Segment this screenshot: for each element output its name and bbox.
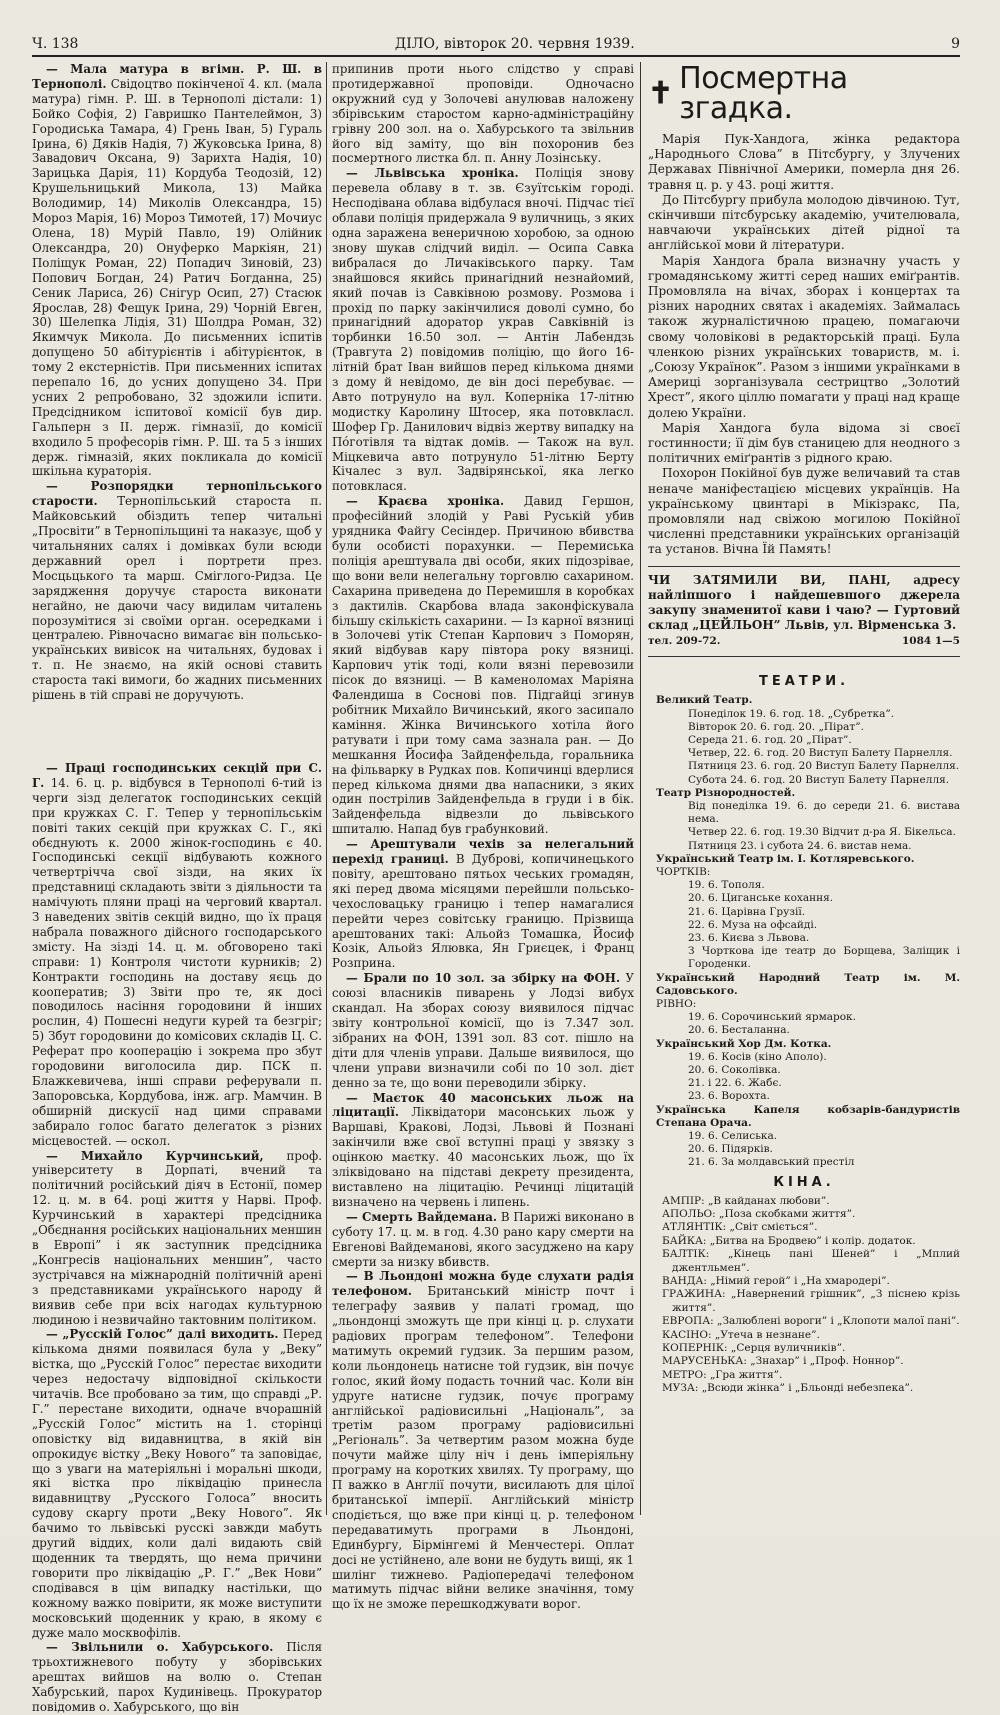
theater-venue: Українська Капеля кобзарів-бандуристів Степана Орача. — [656, 1103, 960, 1129]
article — [32, 479, 322, 703]
cinemas-title: КІНА. — [773, 1174, 835, 1190]
theater-schedule-row: 21. 6. Царівна Грузії. — [688, 905, 806, 918]
obituary-paragraph: Марія Хандога була відома зі своєї гостинности; її дім був станицею для неодного з політичних еміґрантів з рідного краю. — [648, 420, 960, 466]
column-divider — [326, 62, 327, 1515]
theater-schedule-row: Пятниця 23. і субота 24. 6. вистав нема. — [688, 839, 912, 852]
article-headline: — Арештували чехів за нелегальний перехід границі. — [332, 837, 634, 867]
article-continuation — [332, 62, 634, 166]
theaters-title: ТЕАТРИ. — [758, 674, 850, 690]
article — [32, 62, 322, 479]
theater-schedule-row: 19. 6. Селиська. — [688, 1130, 778, 1143]
theater-city: ЧОРТКІВ: — [656, 865, 711, 878]
theater-schedule-row: 20. 6. Підярків. — [688, 1143, 773, 1156]
article-body: В Дуброві, копичинецького повіту, арештовано пятьох чеських громадян, які перед двома місяцями перейшли польсько-чехословацьку границю і тепер намагалися перейти через совітську границю. Прізвища арештованих такі: Альойз Томашка, Йосиф Козік, Альойз Ялювка, Ян Гриєцек, і Франц Розприна. — [332, 852, 634, 971]
theater-venue: Український Театр ім. І. Котляревського. — [656, 852, 915, 865]
obituary-paragraph: До Пітсбургу прибула молодою дівчиною. Тут, скінчивши пітсбурську академію, учителювала, навчаючи українських дітей рідної та англійської мови й літератури. — [648, 192, 960, 253]
column-3 — [648, 62, 960, 1515]
article — [332, 494, 634, 837]
article — [332, 1210, 634, 1270]
cinema-row: КОПЕРНІК: „Серця вуличників”. — [662, 1342, 846, 1354]
theater-schedule-row: 20. 6. Циганське кохання. — [688, 892, 834, 905]
article — [332, 971, 634, 1090]
advertisement-footer — [648, 634, 960, 649]
column-divider — [640, 62, 641, 1515]
cinema-row: БАЙКА: „Битва на Бродвею” і колір. додаток. — [662, 1234, 916, 1247]
theater-schedule-row: Вівторок 20. 6. год. 20. „Пірат”. — [688, 720, 864, 733]
theater-schedule-row: 22. 6. Муза на офсайді. — [688, 918, 818, 931]
obituary-title: Посмертна згадка. — [679, 61, 848, 126]
article — [332, 1269, 634, 1612]
cinema-row: АМПІР: „В кайданах любови”. — [662, 1194, 830, 1207]
article-body: припинив проти нього слідство у справі протидержавної проповіди. Одночасно окружний суд у Золочеві анулював наложену збірівським старостом карно-адміністраційну грівну 200 зол. на о. Хабурського та звільнив його від заміту, що він похоронив без посмертного листка бл. п. Анну Лозінську. — [332, 62, 634, 166]
article-body: У союзі власників пиварень у Лодзі вибух скандал. На зборах союзу виявилося підчас звіту контрольної комісії, що із 7.347 зол. зібраних на ФОН, 1391 зол. 83 сот. пішло на діти для членів управи. Дальше виявилося, що члени управи визначили собі по 10 зол. дієт денно за те, що вони переводили збірку. — [332, 971, 634, 1090]
cinema-row: БАЛТІК: „Кінець пані Шеней” і „Мплий джентльмен”. — [662, 1248, 960, 1274]
cinema-listing — [648, 1195, 960, 1396]
cinema-row: АПОЛЬО: „Поза скобками життя”. — [662, 1207, 856, 1220]
theater-schedule-row: Четвер 22. 6. год. 19.30 Відчит д-ра Я. Бікельса. — [688, 826, 956, 839]
theater-schedule-row: 19. 6. Сорочинський ярмарок. — [688, 1011, 856, 1024]
theater-schedule-row: 20. 6. Бесталанна. — [688, 1024, 790, 1037]
masthead-date: ДІЛО, вівторок 20. червня 1939. — [394, 36, 635, 52]
article-headline: — Брали по 10 зол. за збірку на ФОН. — [346, 971, 621, 986]
article-headline: — В Льондоні можна буде слухати радія телефоном. — [332, 1269, 634, 1299]
obituary-header — [648, 61, 960, 126]
column-1 — [32, 62, 323, 1715]
article — [32, 1640, 322, 1715]
cinema-row: ВАНДА: „Німий герой” і „На хмародері”. — [662, 1274, 890, 1287]
article-headline: — „Русскій Голос” далі виходить. — [46, 1327, 279, 1342]
cinema-row: ЕВРОПА: „Залюблені вороги” і „Клопоти малої пані”. — [662, 1315, 960, 1328]
article-body: Давид Гершон, професійний злодій у Раві Руській убив урядника Файгу Сесіндер. Причиною вбивства були особисті порахунки. — Перемиська поліція арештувала дві особи, яких підозрівае, що вони вели нелегальну торговлю сахарином. Сахарина приведена до Перемишля в коробках з дактилів. Скарбова влада законфіскувала більшу скількість сахарини. — Із карної вязниці в Золочеві утік Степан Карпович з Поморян, який відбував кару півтора року вязниці. Карпович утік тоді, коли вязні перевозили пісок до вязниці. — В каменоломах Маріяна Фалендиша в Соснові пов. Підгайці згинув робітник Михайло Вичинський, якого засипало каміння. Жінка Вичинського хотіла його ратувати і при тому сама зазнала ран. — До мешкання Йосифа Зайденфельда, горальника на фільварку в Рудках пов. Копичинці вдерлися перед кількома днями два напасники, з яких один пострілив Зайденфельда в груди і в бік. Зайденфельда відвезли до львівського шпиталю. Напад був грабунковий. — [332, 494, 634, 837]
cinema-row: КАСІНО: „Утеча в незнане”. — [662, 1328, 820, 1341]
article-body: проф. університету в Дорпаті, вчений та політичний російський діяч в Естонії, помер 12. ц. м. в 64. році життя у Нарві. Проф. Курчинський в характері предсідника „Обєднання російських національних меншин в Европі” і як заступник предсідника „Конгресів національних меншин”, часто зустрічався на міжнародній політичній арені з представниками українського народу й виявив себе при всіх нагодах культурною людиною і незвичайно тактовним політиком. — [32, 1148, 322, 1327]
section-rule — [648, 566, 960, 567]
article-body: Тернопільський староста п. Майковський обіздить тепер читальні „Просвіти” в Тернопільщині та наказує, щоб у читальняних салях і домівках були всюди державний орел і портрети през. Мосцьцького та марш. Сміглого-Ридза. Це зарядження доручує староста виконати негайно, не даючи часу видилам читалень порозумітися зі своїми орган. осередками і централею. Рівночасно вимагає він польсько-українських вивісок на читальнях, будовах і т. п. Не знаємо, на якій основі ставить староста такі вимоги, бо жадних письменних рішень в тій справі не доручують. — [32, 494, 322, 703]
theater-venue: Український Хор Дм. Котка. — [656, 1037, 832, 1050]
theater-schedule-row: 21. 6. За молдавський престіл — [688, 1156, 855, 1169]
theater-venue: Великий Театр. — [656, 694, 753, 707]
theater-schedule-row: Від понеділка 19. 6. до середи 21. 6. вистава нема. — [688, 799, 960, 826]
issue-number: Ч. 138 — [32, 36, 79, 52]
obituary-paragraph: Марія Хандога брала визначну участь у громадянському житті серед наших еміґрантів. Промовляла на вічах, зборах і концертах та різних народних святах і академіях. Займалась також журналістичною працею, помагаючи свому чоловікові в редакторській праці. Була членкою різних українських товариств, м. і. „Союзу Українок”. Разом з іншими українками в Америці зорганізувала сестрицтво „Золотий Хрест”, якого ціллю помагати у праці над краще долею України. — [648, 253, 960, 420]
obituary-paragraph: Похорон Покійної був дуже величавий та став неначе маніфестацією місцевих українців. На українському цвинтарі в Мікізракс, Па, промовляли над свіжою могилою Покійної численні представники українських організацій та установ. Вічна Їй Память! — [648, 466, 960, 557]
theater-schedule-row: 23. 6. Ворохта. — [688, 1090, 770, 1103]
theater-schedule-row: 21. і 22. 6. Жабє. — [688, 1077, 782, 1090]
cinema-row: МЕТРО: „Гра життя”. — [662, 1368, 783, 1381]
article — [332, 837, 634, 971]
article-body: 14. 6. ц. р. відбувся в Тернополі 6-тий із черги зізд делегаток господинських секцій при кружках С. Г. Тепер у тернопільськім повіті таких секцій при кружках С. Г., які обєднують к. 2000 жінок-господинь є 40. Господинські секції відбувають кожного четвертрічча свої зізди, на яких їх представниці складають звіти з діяльности та намічують пляни праці на черговий квартал. З наведених звітів секцій видно, що їх праця набрала поважного дійсного господарського змісту. На зізді 14. ц. м. обговорено такі справи: 1) Контроля чистоти курників; 2) Контракти господинь на доставу яєць до кооператив; 3) Звіти про те, як досі поводилось насіння городовини й інших рослин, 4) Пошесні недуги курей та безгріг; 5) Збут городовини до комісових складів Ц. С. Реферат про кооперацію і зокрема про збут городовини виголосила дир. ПСК п. Блажкевичева, інші справи реферували п. Запоровська, Кордубова, інж. агр. Мамчин. В обширній дискусії над цими справами забирало голос багато делегаток з різних місцевостей. — оскол. — [32, 775, 322, 1148]
column-2 — [332, 62, 635, 1612]
theater-city: РІВНО: — [656, 997, 697, 1010]
article — [32, 1149, 322, 1328]
cinema-row: АТЛЯНТІК: „Світ сміється”. — [662, 1221, 818, 1234]
page-number: 9 — [951, 36, 960, 52]
theater-schedule-row: Середа 21. 6. год. 20 „Пірат”. — [688, 733, 852, 746]
article-headline: — Праці господинських секцій при С. Г. — [32, 760, 322, 790]
article-headline: — Розпорядки тернопільського старости. — [32, 479, 322, 509]
article-headline: — Звільнили о. Хабурського. — [46, 1640, 274, 1655]
theater-schedule-row: Субота 24. 6. год. 20 Виступ Балету Парнелля. — [688, 773, 950, 786]
article-body: Свідоцтво покінченої 4. кл. (мала матура) гімн. Р. Ш. в Тернополі дістали: 1) Бойко Софія, 2) Гавришко Пантелеймон, 3) Городиська Тамара, 4) Грень Іван, 5) Гураль Ірина, 6) Дяків Надія, 7) Жуковська Ірина, 8) Завадович Оксана, 9) Зарихта Надія, 10) Зарицька Дарія, 11) Кордуба Теодозій, 12) Крушельницький Микола, 13) Майка Володимир, 14) Миколів Олександра, 15) Мороз Марія, 16) Мороз Тимотей, 17) Мочиус Олена, 18) Мурій Павло, 19) Олійник Олександра, 20) Онуферко Маркіян, 21) Поліщук Роман, 22) Попадич Зиновій, 23) Попович Богдан, 24) Ратич Богданна, 25) Сеник Лариса, 26) Снігур Осип, 27) Стасюк Ярослав, 28) Фещук Ірина, 29) Чорній Евген, 30) Шелепка Лідія, 31) Шолдра Роман, 32) Якимчук Микола. До письменних іспитів допущено 50 абітурієнтів і абітурієнток, в тому 2 екстерністів. При письменних іспитах перепало 16, до усних допущено 34. При усних 2 репробовано, 32 здожили іспити. Предсідником іспитової комісії був дир. Гальперн з II. держ. гімназії, до комісії входило 5 професорів гімн. Р. Ш. та 5 з інших держ. гімназій, яких покликала до комісії шкільна кураторія. — [32, 76, 322, 479]
theater-schedule-row: Четвер, 22. 6. год. 20 Виступ Балету Парнелля. — [688, 747, 953, 760]
theater-listing — [648, 694, 960, 1169]
article-headline: — Львівська хроніка. — [346, 166, 519, 181]
article-headline: — Маєток 40 масонських льож на ліцитації. — [332, 1090, 634, 1120]
ad-code: 1084 1—5 — [902, 634, 960, 647]
article — [32, 1327, 322, 1640]
article — [32, 761, 322, 1149]
article-headline: — Мала матура в вгімн. Р. Ш. в Тернополі. — [32, 62, 322, 91]
obituary-paragraph: Марія Пук-Хандога, жінка редактора „Народнього Слова” в Пітсбургу, у Злучених Державах Північної Америки, померла дня 26. травня ц. р. у 43. році життя. — [648, 132, 960, 192]
article-headline: — Смерть Вайдемана. — [346, 1209, 497, 1224]
theater-schedule-row: 20. 6. Соколівка. — [688, 1064, 781, 1076]
ad-phone: тел. 209-72. — [648, 634, 721, 647]
advertisement: ЧИ ЗАТЯМИЛИ ВИ, ПАНІ, адресу найліпшого і найдешевшого джерела закупу знаменитої кави і чаю? — Гуртовий склад „ЦЕЙЛЬОН” Львів, ул. Вірменська 3. — [648, 572, 960, 633]
theater-schedule-row: 19. 6. Тополя. — [688, 879, 765, 892]
article — [332, 1091, 634, 1210]
theater-venue: Театр Різнородностей. — [656, 786, 796, 799]
article-body: Ліквідатори масонських льож у Варшаві, Кракові, Лодзі, Львові й Познані закінчили вже свої вступні праці у звязку з оцінкою маєтку. 40 масонських льож, що їх зліквідовано на підставі декрету президента, виставлено на ліцитацію. Речинці ліцитацій визначено на червень і липень. — [332, 1105, 634, 1209]
running-head — [32, 36, 960, 57]
cinema-row: ГРАЖИНА: „Навернений грішник”, „З піснею крізь життя”. — [662, 1288, 960, 1314]
article-headline: — Михайло Курчинський, — [46, 1148, 264, 1163]
section-rule — [648, 656, 960, 657]
article-body: Перед кількома днями появилася була у „Веку” вістка, що „Русскій Голос” перестає виходити через недостачу відповідної скількости читачів. Все пробовано за тим, що справді „Р. Г.” перестане виходити, одначе вчорашній „Русскій Голос” містить на 1. сторінці оповістку від видавництва, в якій він опрокидує вістку „Веку Нового” та заповідає, що з уваги на матеріяльні і моральні шкоди, які вістка про ліквідацію принесла видавництву „Русского Голоса” вносить судову скаргу проти „Веку Нового”. Як бачимо то львівські русскі завжди мабуть другий віддих, коли далі видають свій щоденник та твердять, що нема причини говорити про ліквідацію „Р. Г.” „Век Нови” сподівався в цім випадку настільки, що кожному важко повірити, як може виступити московський щоденник у краю, в якому є дуже мало москвофілів. — [32, 1327, 322, 1640]
theater-schedule-row: Пятниця 23. 6. год. 20 Виступ Балету Парнелля. — [688, 760, 960, 773]
cinema-row: МУЗА: „Всюди жінка” і „Бльонді небезпека”. — [662, 1382, 914, 1395]
article-body: Після трьохтижневого побуту у зборівських арештах вийшов на волю о. Степан Хабурський, парох Кудинівець. Прокуратор повідомив о. Хабурського, що він — [32, 1640, 323, 1715]
theater-venue: Український Народний Театр ім. М. Садовського. — [656, 971, 960, 997]
cinema-row: МАРУСЕНЬКА: „Знахар” і „Проф. Ноннор”. — [662, 1355, 904, 1368]
theater-schedule-row: 23. 6. Києва з Львова. — [688, 931, 810, 944]
theater-schedule-row: Понеділок 19. 6. год. 18. „Субретка”. — [688, 707, 895, 720]
article-headline: — Краєва хроніка. — [346, 494, 505, 509]
theater-schedule-row: З Чорткова іде театр до Борщева, Заліщик і Городенки. — [688, 945, 960, 971]
article-body: В Парижі виконано в суботу 17. ц. м. в год. 4.30 рано кару смерти на Евгенові Вайдеманові, якого засуджено на кару смерти за низку вбивств. — [332, 1209, 634, 1269]
cross-icon: ✝ — [648, 76, 674, 111]
theater-schedule-row: 19. 6. Косів (кіно Аполо). — [688, 1050, 827, 1063]
article-body: Поліція знову перевела облаву в т. зв. Єзуїтськім городі. Несподівана облава відбулася вночі. Підчас тієї облави поліція придержала 9 вуличниць, з яких одна заражена венеричною хоробою, за одною знову шукав слідчий виділ. — Осипа Савка вибралася до Личаківського парку. Там знайшовся якийсь принагідний незнайомий, який почав із Савківною розмову. Розмова і прохід по парку закінчилися доволі сумно, бо принагідний адоратор украв Савківній із торбинки 16.50 зол. — Антін Лабендзь (Травгута 2) повідомив поліцію, що його 16-літній брат Іван вийшов перед кількома днями з дому й невідомо, де він досі перебуває. — Авто потрунуло на вул. Коперніка 17-літню модистку Каролину Штосер, яка потовкласл. Шофер Гр. Данилович відвіз жертву випадку на Пóготівля та відтак домів. — Також на вул. Міцкевича авто потрунуло 51-літню Берту Кічалес з вул. Задвірянської, яка легко потовклася. — [332, 166, 635, 494]
article-body: Британський міністр почт і телеграфу заявив у палаті громад, що „льондонці зможуть ще при кінці ц. р. слухати радіових програм телефоном”. Телефони матимуть окремий гудзик. За першим разом, коли льондонець натисне той гудзик, він почує голос, який йому подасть точний час. Коли він удруге натисне гудзик, почує програму англійської радіовисильні „Національ”, за третім разом програму радіовисильні „Регіональ”. За четвертим разом можна буде почути майже цілу ніч і день імперіяльну програму на коротких хвилях. Ту програму, що П важко в Англії почути, висилають для цілої британської імперії. Англійський міністр сподіється, що вже при кінці ц. р. телефоном передаватимуть програми в Льондоні, Единбургу, Бірмінгемі й Менчестері. Оплат досі не устійнено, але вони не будуть вищі, як 1 шилінг тижнево. Радіопередачі телефоном матимуть підчас війни велике значіння, тому що їх не зможе перешкоджувати ворог. — [332, 1284, 635, 1612]
article — [332, 166, 634, 494]
